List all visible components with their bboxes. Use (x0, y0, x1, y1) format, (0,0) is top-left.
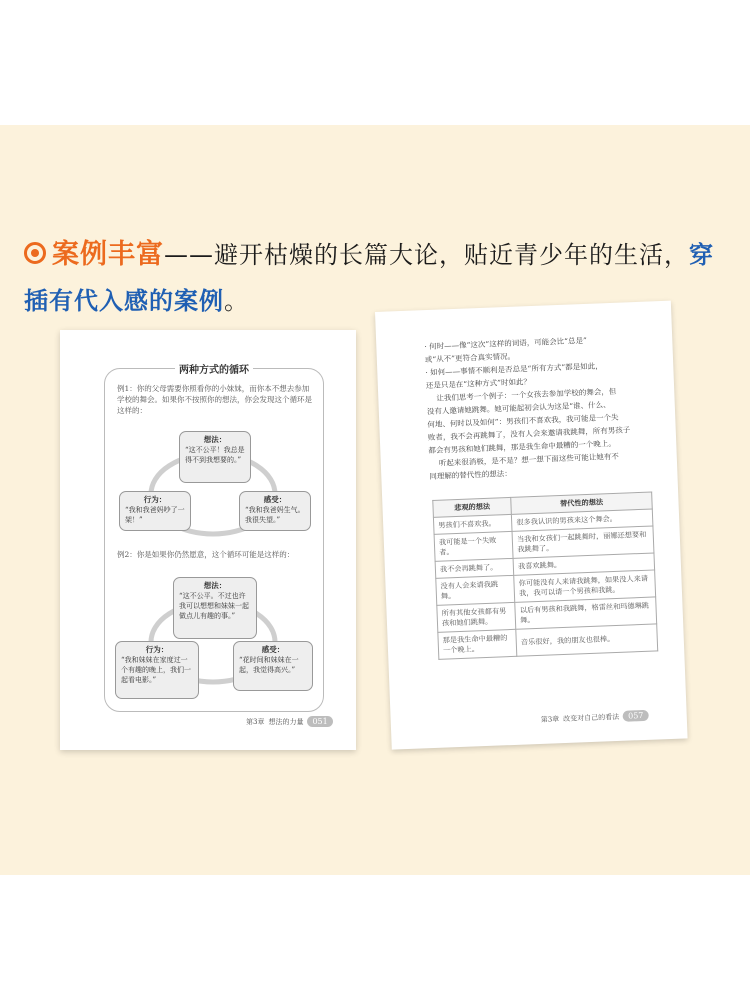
cycle-2-feeling-box: 感受： “花时间和妹妹在一起，我觉得高兴。” (233, 641, 313, 691)
right-page-footer (541, 710, 649, 725)
table-cell: 男孩们不喜欢我。 (433, 514, 512, 534)
body-line: 何地、何时以及如何”：男孩们不喜欢我，我可能是一个失 (427, 412, 619, 430)
body-line: 同理解的替代性的想法： (429, 468, 512, 482)
cycle-2-thought-box: 想法： “这不公平。不过也许我可以想想和妹妹一起做点儿有趣的事。” (173, 577, 257, 639)
body-line: 或“从不”更符合真实情况。 (424, 351, 516, 365)
bullet-icon (24, 242, 46, 264)
cycle-panel (104, 365, 324, 712)
body-line: 还是只是在“这种方式”时如此？ (425, 377, 532, 391)
cycle-1-feeling-box: 感受： “我和我爸妈生气。我很失望。” (239, 491, 311, 531)
panel-title: 两种方式的循环 (105, 361, 323, 376)
body-line: 听起来很消极，是不是？想一想下面这些可能让她有不 (438, 451, 619, 468)
table-cell: 你可能没有人来请我跳舞，如果没人来请我，我可以请一个男孩和我跳。 (514, 570, 656, 602)
table-cell: 很多我认识的男孩来这个舞会。 (512, 509, 653, 531)
heading-accent: 案例丰富 (52, 239, 164, 270)
heading-end: 。 (224, 287, 249, 315)
table-cell: 以后有男孩和我跳舞，格雷丝和玛德琳跳舞。 (515, 597, 657, 629)
table-cell: 当我和女孩们一起跳舞时，丽娜还想要和我跳舞了。 (512, 526, 654, 558)
table-cell: 没有人会来请我跳舞。 (436, 575, 515, 605)
cycle-1-action-box: 行为： “我和我爸妈吵了一架！” (119, 491, 191, 531)
cycle-2-action-box: 行为： “我和妹妹在家度过一个有趣的晚上，我们一起看电影。” (115, 641, 199, 699)
body-line: · 如何——事情不顺利是否总是“所有方式”都是如此， (425, 361, 603, 378)
table-header: 替代性的想法 (511, 492, 652, 514)
footer-chapter: 第3章 (540, 714, 560, 724)
heading-dash: —— (164, 241, 214, 269)
table-cell: 我不会再跳舞了。 (435, 558, 514, 578)
left-page-footer (246, 716, 333, 727)
left-book-page (60, 330, 356, 750)
table-cell: 音乐很好，我的朋友也很棒。 (516, 624, 658, 656)
table-cell: 我可能是一个失败者。 (434, 531, 513, 561)
table-cell: 所有其他女孩都有男孩和她们跳舞。 (437, 602, 516, 632)
body-line: · 何时——像“这次”这样的词语，可能会比“总是” (424, 335, 588, 352)
table-header: 悲观的想法 (433, 497, 512, 517)
alternative-thoughts-table (432, 491, 658, 659)
body-line: 败者，我不会再跳舞了，没有人会来邀请我跳舞，所有男孩子 (427, 425, 631, 443)
cycle-1-thought-box: 想法： “这不公平！我总是得不到我想要的。” (179, 431, 251, 483)
body-line: 都会有男孩和她们跳舞，那是我生命中最糟的一个晚上。 (428, 438, 616, 456)
page-number: 057 (623, 710, 649, 722)
footer-title: 改变对自己的看法 (563, 712, 620, 723)
page-number: 051 (307, 716, 332, 727)
example-2-text: 例2：你是如果你仍然愿意，这个循环可能是这样的： (117, 550, 295, 559)
right-book-page (375, 301, 688, 750)
heading-text: 避开枯燥的长篇大论，贴近青少年的生活， (214, 241, 689, 269)
footer-title: 想法的力量 (268, 717, 304, 726)
table-cell: 我喜欢跳舞。 (513, 553, 654, 575)
heading-blue: 穿插有代入感的案例 (24, 241, 714, 315)
footer-chapter: 第3章 (246, 717, 265, 726)
table-cell: 那是我生命中最糟的一个晚上。 (438, 629, 517, 659)
body-line: 没有人邀请她跳舞。她可能起初会认为这是“谁、什么、 (426, 400, 611, 417)
right-page-body (424, 332, 649, 483)
body-line: 让我们思考一个例子：一个女孩去参加学校的舞会，但 (436, 386, 617, 403)
example-1-text: 例1：你的父母需要你照看你的小妹妹，而你本不想去参加学校的舞会。如果你不按照你的想法，你会发现这个循环是这样的： (117, 384, 312, 415)
